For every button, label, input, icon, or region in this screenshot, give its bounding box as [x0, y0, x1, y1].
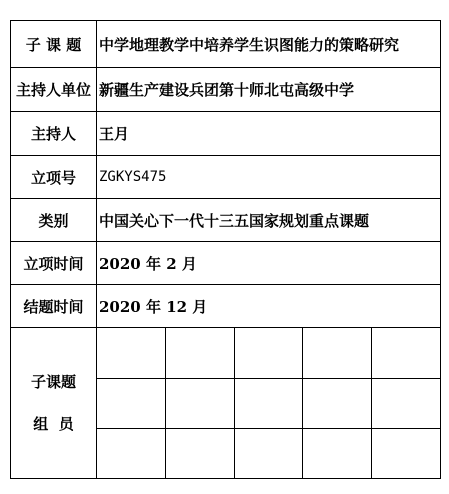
member-cell [303, 428, 372, 478]
members-grid-cell [97, 328, 441, 479]
table-row [11, 21, 441, 68]
project-number-value: ZGKYS475 [97, 156, 441, 199]
table-row [11, 199, 441, 242]
project-info-table [10, 20, 441, 479]
member-cell [234, 378, 303, 428]
members-grid-row [97, 328, 440, 378]
member-cell [371, 428, 440, 478]
member-cell [166, 328, 235, 378]
member-cell [234, 428, 303, 478]
host-label: 主持人 [11, 112, 97, 156]
category-label: 类别 [11, 199, 97, 242]
members-label [11, 328, 97, 479]
approval-date-value: 2020 年 2 月 [97, 242, 441, 285]
host-unit-value: 新疆生产建设兵团第十师北屯高级中学 [97, 68, 441, 112]
members-grid [97, 328, 440, 478]
member-cell [166, 428, 235, 478]
table-row [11, 285, 441, 328]
approval-date-label: 立项时间 [11, 242, 97, 285]
member-cell [303, 378, 372, 428]
host-value: 王月 [97, 112, 441, 156]
host-unit-label: 主持人单位 [11, 68, 97, 112]
members-grid-row [97, 378, 440, 428]
completion-date-label: 结题时间 [11, 285, 97, 328]
member-cell [234, 328, 303, 378]
members-label-line1: 子课题 [30, 373, 76, 391]
member-cell [97, 428, 166, 478]
member-cell [97, 328, 166, 378]
members-label-line2: 组 员 [33, 415, 74, 433]
completion-date-value: 2020 年 12 月 [97, 285, 441, 328]
member-cell [166, 378, 235, 428]
subtopic-value: 中学地理教学中培养学生识图能力的策略研究 [97, 21, 441, 68]
member-cell [303, 328, 372, 378]
table-row [11, 156, 441, 199]
member-cell [97, 378, 166, 428]
members-grid-row [97, 428, 440, 478]
table-row [11, 112, 441, 156]
project-number-label: 立项号 [11, 156, 97, 199]
subtopic-label: 子 课 题 [11, 21, 97, 68]
table-row [11, 68, 441, 112]
members-row [11, 328, 441, 479]
category-value: 中国关心下一代十三五国家规划重点课题 [97, 199, 441, 242]
member-cell [371, 378, 440, 428]
table-row [11, 242, 441, 285]
member-cell [371, 328, 440, 378]
